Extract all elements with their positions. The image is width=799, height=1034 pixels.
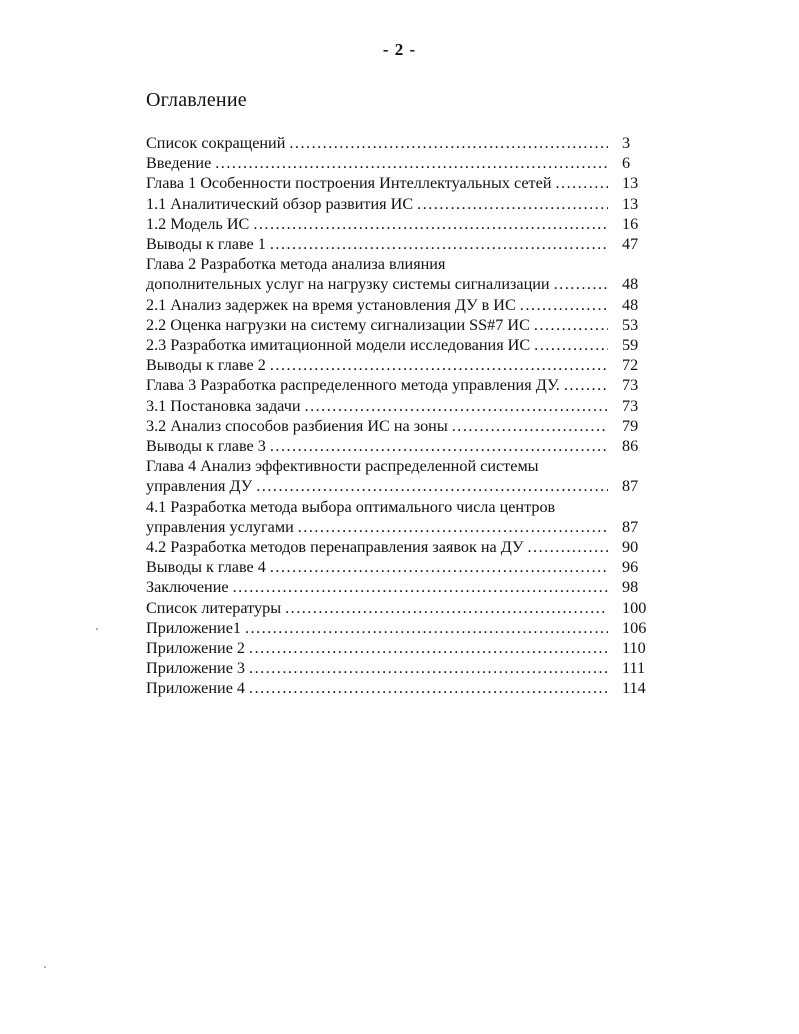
toc-entry-appendix-3 [146,658,658,678]
toc-entry-text: 1.1 Аналитический обзор развития ИС [146,194,414,213]
scan-speck [96,628,98,630]
toc-entry-page: 98 [622,578,639,597]
toc-entry-text: 2.1 Анализ задержек на время установления ДУ в ИС [146,295,516,314]
toc-entry-conclusion [146,577,658,597]
toc-entry-text: 3.2 Анализ способов разбиения ИС на зоны [146,416,448,435]
toc-leader-dots [554,274,608,294]
toc-leader-dots [249,678,608,698]
toc-entry-appendix-4 [146,678,658,698]
toc-entry-page: 73 [622,396,639,415]
toc-leader-dots [245,618,608,638]
toc-leader-dots [233,577,608,597]
toc-entry-page: 48 [622,295,639,314]
toc-entry-text: Список литературы [146,598,282,617]
toc-entry-chapter-2 [146,254,658,294]
toc-entry-text: Выводы к главе 1 [146,235,266,254]
toc-leader-dots [256,476,608,496]
toc-entry-text: Глава 3 Разработка распределенного метода управления ДУ. [146,376,560,395]
toc-entry-appendix-1 [146,618,658,638]
toc-entry-references [146,598,658,618]
toc-entry-page: 16 [622,214,639,233]
toc-title: Оглавление [146,89,247,111]
toc-leader-dots [417,194,608,214]
toc-entry-conclusions-3 [146,436,658,456]
toc-leader-dots [534,335,608,355]
toc-entry-page: 72 [622,356,639,375]
toc-entry-section-3-1 [146,396,658,416]
toc-entry-text: 1.2 Модель ИС [146,214,250,233]
toc-entry-page: 79 [622,416,639,435]
toc-entry-page: 48 [622,275,639,294]
toc-entry-page: 6 [622,154,631,173]
toc-entry-text: Введение [146,154,212,173]
toc-entry-introduction [146,153,658,173]
toc-entry-chapter-4 [146,456,658,496]
toc-entry-page: 53 [622,315,639,334]
toc-entry-text: Глава 1 Особенности построения Интеллектуальных сетей [146,174,552,193]
toc-entry-text: дополнительных услуг на нагрузку системы сигнализации [146,275,550,294]
toc-entry-appendix-2 [146,638,658,658]
toc-entry-page: 86 [622,437,639,456]
toc-entry-section-2-1 [146,295,658,315]
toc-entry-chapter-3 [146,375,658,395]
toc-leader-dots [215,153,608,173]
toc-entry-page: 110 [622,639,646,658]
toc-entry-page: 100 [622,598,647,617]
toc-entry-text: Приложение 3 [146,659,246,678]
toc-entry-section-2-3 [146,335,658,355]
toc-entry-page: 13 [622,194,639,213]
toc-leader-dots [298,517,608,537]
toc-leader-dots [305,396,608,416]
toc-leader-dots [564,375,608,395]
toc-entry-section-4-2 [146,537,658,557]
toc-entry-chapter-1 [146,173,658,193]
toc-entry-section-1-2 [146,214,658,234]
toc-entry-section-1-1 [146,194,658,214]
toc-entry-text: 4.2 Разработка методов перенаправления заявок на ДУ [146,538,524,557]
scan-speck [44,966,46,968]
toc-leader-dots [555,173,608,193]
toc-leader-dots [270,234,608,254]
page-number: - 2 - [382,40,417,59]
table-of-contents [146,133,658,699]
toc-leader-dots [270,436,608,456]
toc-entry-section-4-1 [146,497,658,537]
toc-entry-text: 2.2 Оценка нагрузки на систему сигнализации SS#7 ИС [146,315,530,334]
toc-entry-page: 73 [622,376,639,395]
toc-leader-dots [249,638,608,658]
toc-leader-dots [253,214,608,234]
toc-leader-dots [270,557,608,577]
toc-leader-dots [285,598,608,618]
toc-entry-text: 3.1 Постановка задачи [146,396,301,415]
toc-entry-text: Заключение [146,578,229,597]
toc-entry-section-2-2 [146,315,658,335]
toc-entry-page: 87 [622,517,639,536]
toc-leader-dots [289,133,608,153]
toc-entry-text: Приложение 4 [146,679,246,698]
toc-entry-text: Приложение1 [146,618,241,637]
toc-leader-dots [270,355,608,375]
toc-leader-dots [534,315,608,335]
toc-entry-conclusions-4 [146,557,658,577]
toc-entry-text-line1: Глава 2 Разработка метода анализа влияния [146,255,446,274]
toc-entry-page: 87 [622,477,639,496]
toc-entry-text: Выводы к главе 2 [146,356,266,375]
toc-entry-conclusions-2 [146,355,658,375]
toc-entry-text-line1: 4.1 Разработка метода выбора оптимального числа центров [146,497,556,516]
toc-entry-text-line1: Глава 4 Анализ эффективности распределенной системы [146,457,539,476]
toc-leader-dots [452,416,608,436]
toc-entry-text: 2.3 Разработка имитационной модели исследования ИС [146,336,531,355]
toc-entry-page: 114 [622,679,646,698]
toc-entry-conclusions-1 [146,234,658,254]
toc-entry-text: Выводы к главе 3 [146,437,266,456]
toc-entry-abbreviations [146,133,658,153]
toc-entry-page: 3 [622,134,631,152]
toc-entry-page: 59 [622,336,639,355]
toc-entry-page: 13 [622,174,639,193]
toc-leader-dots [520,295,608,315]
toc-leader-dots [249,658,608,678]
toc-entry-page: 96 [622,558,639,577]
toc-entry-text: управления ДУ [146,477,253,496]
toc-entry-page: 106 [622,618,647,637]
toc-entry-text: управления услугами [146,517,294,536]
toc-entry-page: 111 [622,659,646,678]
toc-entry-page: 47 [622,235,639,254]
toc-entry-text: Список сокращений [146,134,286,152]
toc-entry-text: Приложение 2 [146,639,246,658]
toc-entry-section-3-2 [146,416,658,436]
toc-entry-text: Выводы к главе 4 [146,558,266,577]
toc-entry-page: 90 [622,538,639,557]
toc-leader-dots [528,537,609,557]
